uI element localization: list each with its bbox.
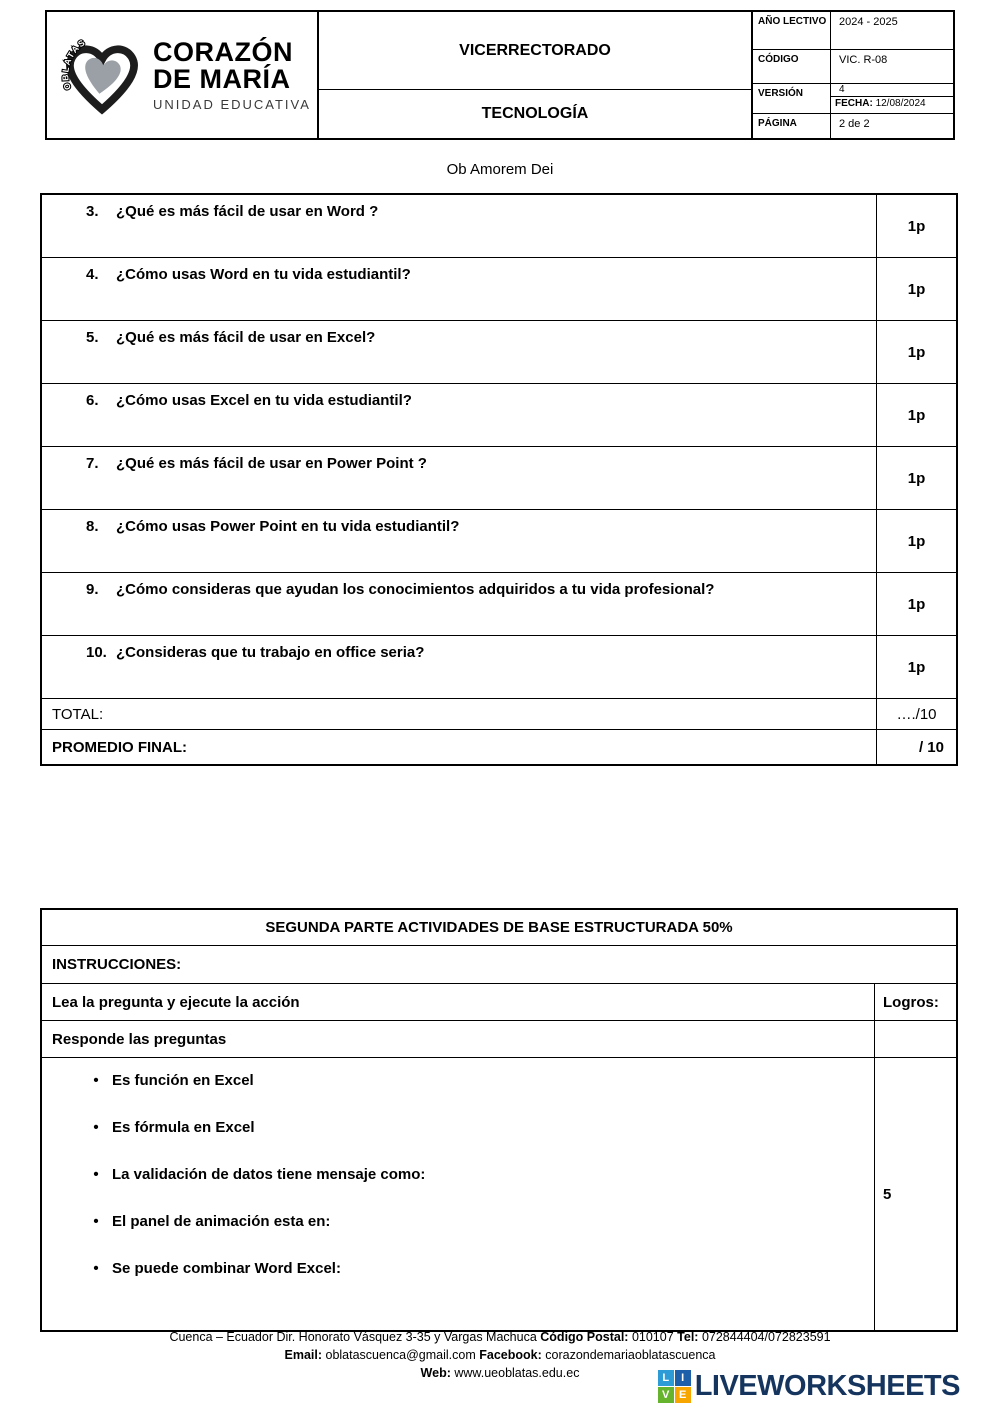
footer-line-2 (0, 1346, 1000, 1364)
questions-table (40, 193, 958, 766)
question-bullet-list (52, 1072, 425, 1307)
meta-value-anio: 2024 - 2025 (839, 16, 898, 28)
footer-address: Cuenca – Ecuador Dir. Honorato Vásquez 3-35 y Vargas Machuca (169, 1330, 537, 1344)
lw-square-v: V (658, 1387, 674, 1403)
liveworksheets-wordmark: LIVEWORKSHEETS (694, 1370, 960, 1402)
bullet-item: • Es fórmula en Excel (52, 1119, 425, 1136)
question-number: 5. (86, 329, 99, 346)
question-number: 6. (86, 392, 99, 409)
total-label: TOTAL: (52, 705, 104, 723)
respond-text: Responde las preguntas (52, 1030, 227, 1048)
final-average-value: / 10 (876, 730, 956, 764)
brand-subtitle: UNIDAD EDUCATIVA (153, 96, 311, 112)
meta-value-codigo: VIC. R-08 (839, 54, 888, 66)
question-number: 8. (86, 518, 99, 535)
fecha-label: FECHA: (835, 98, 873, 109)
points-cell: 1p (876, 195, 956, 257)
footer-tel-value: 072844404/072823591 (701, 1330, 831, 1344)
question-row (42, 195, 956, 258)
question-row (42, 384, 956, 447)
school-logo (47, 12, 319, 138)
liveworksheets-icon (658, 1370, 691, 1403)
question-text: ¿Qué es más fácil de usar en Power Point ? (116, 455, 427, 472)
question-text: ¿Qué es más fácil de usar en Excel? (116, 329, 376, 346)
brand-name (153, 36, 311, 112)
respond-row (42, 1021, 956, 1058)
points-cell: 1p (876, 321, 956, 383)
lw-square-l: L (658, 1370, 674, 1386)
score-cell: 5 (874, 1058, 956, 1330)
brand-line-2: DE MARÍA (153, 64, 291, 95)
liveworksheets-logo (658, 1370, 960, 1403)
question-text: ¿Cómo usas Excel en tu vida estudiantil? (116, 392, 412, 409)
question-text: ¿Cómo usas Word en tu vida estudiantil? (116, 266, 411, 283)
question-number: 4. (86, 266, 99, 283)
footer-web-label: Web: (420, 1366, 451, 1380)
question-row (42, 321, 956, 384)
points-cell: 1p (876, 384, 956, 446)
question-number: 9. (86, 581, 99, 598)
question-row (42, 636, 956, 699)
meta-label-pagina: PÁGINA (753, 114, 831, 138)
meta-row-anio (753, 12, 953, 50)
points-cell: 1p (876, 573, 956, 635)
final-average-row (42, 730, 956, 764)
logros-empty-cell (874, 1021, 956, 1057)
meta-row-pagina (753, 114, 953, 138)
version-number: 4 (831, 84, 953, 97)
question-text: ¿Qué es más fácil de usar en Word ? (116, 203, 379, 220)
footer-tel-label: Tel: (677, 1330, 699, 1344)
question-row (42, 447, 956, 510)
footer-facebook-label: Facebook: (479, 1348, 542, 1362)
points-cell: 1p (876, 258, 956, 320)
brand-line-1: CORAZÓN (153, 36, 293, 67)
question-row (42, 573, 956, 636)
header-table (45, 10, 955, 140)
meta-row-version (753, 84, 953, 114)
bullet-item: • Es función en Excel (52, 1072, 425, 1089)
final-average-label: PROMEDIO FINAL: (52, 738, 187, 756)
action-text: Lea la pregunta y ejecute la acción (52, 993, 300, 1011)
question-number: 3. (86, 203, 99, 220)
question-text: ¿Consideras que tu trabajo en office seria? (116, 644, 425, 661)
meta-value-version (831, 84, 953, 113)
action-row (42, 984, 956, 1021)
question-row (42, 510, 956, 573)
total-value: …./10 (876, 699, 956, 729)
meta-label-version: VERSIÓN (753, 84, 831, 113)
meta-label-codigo: CÓDIGO (753, 50, 831, 83)
subject-title: TECNOLOGÍA (481, 105, 589, 122)
footer-facebook-value: corazondemariaoblatascuenca (545, 1348, 716, 1362)
lw-square-i: I (675, 1370, 691, 1386)
fecha-value: 12/08/2024 (875, 98, 926, 109)
question-text: ¿Cómo usas Power Point en tu vida estudiantil? (116, 518, 460, 535)
footer-postal-label: Código Postal: (540, 1330, 629, 1344)
question-number: 10. (86, 644, 107, 661)
points-cell: 1p (876, 636, 956, 698)
second-part-table (40, 908, 958, 1332)
instructions-label: INSTRUCCIONES: (42, 946, 956, 984)
header-meta-table (753, 12, 953, 138)
bullets-row (42, 1058, 956, 1330)
footer-email-label: Email: (284, 1348, 323, 1362)
meta-value-pagina: 2 de 2 (839, 118, 870, 130)
footer-postal-value: 010107 (631, 1330, 674, 1344)
department-title: VICERRECTORADO (319, 12, 751, 90)
points-cell: 1p (876, 510, 956, 572)
header-title-cell (319, 12, 753, 138)
meta-label-anio: AÑO LECTIVO (753, 12, 831, 49)
points-cell: 1p (876, 447, 956, 509)
lw-square-e: E (675, 1387, 691, 1403)
footer-line-1 (0, 1328, 1000, 1346)
question-number: 7. (86, 455, 99, 472)
total-row (42, 699, 956, 730)
question-text: ¿Cómo consideras que ayudan los conocimientos adquiridos a tu vida profesional? (116, 581, 715, 598)
logo-badge-text: OBLATAS (60, 36, 88, 92)
bullet-item: • Se puede combinar Word Excel: (52, 1260, 425, 1277)
bullet-item: • La validación de datos tiene mensaje como: (52, 1166, 425, 1183)
meta-row-codigo (753, 50, 953, 84)
question-row (42, 258, 956, 321)
school-motto: Ob Amorem Dei (446, 161, 554, 178)
fecha-line (831, 97, 953, 109)
second-part-title: SEGUNDA PARTE ACTIVIDADES DE BASE ESTRUCTURADA 50% (42, 910, 956, 946)
footer-web-value: www.ueoblatas.edu.ec (454, 1366, 580, 1380)
footer-email-value: oblatascuenca@gmail.com (325, 1348, 476, 1362)
bullet-item: • El panel de animación esta en: (52, 1213, 425, 1230)
logros-header: Logros: (874, 984, 956, 1020)
heart-logo-icon (59, 32, 145, 118)
